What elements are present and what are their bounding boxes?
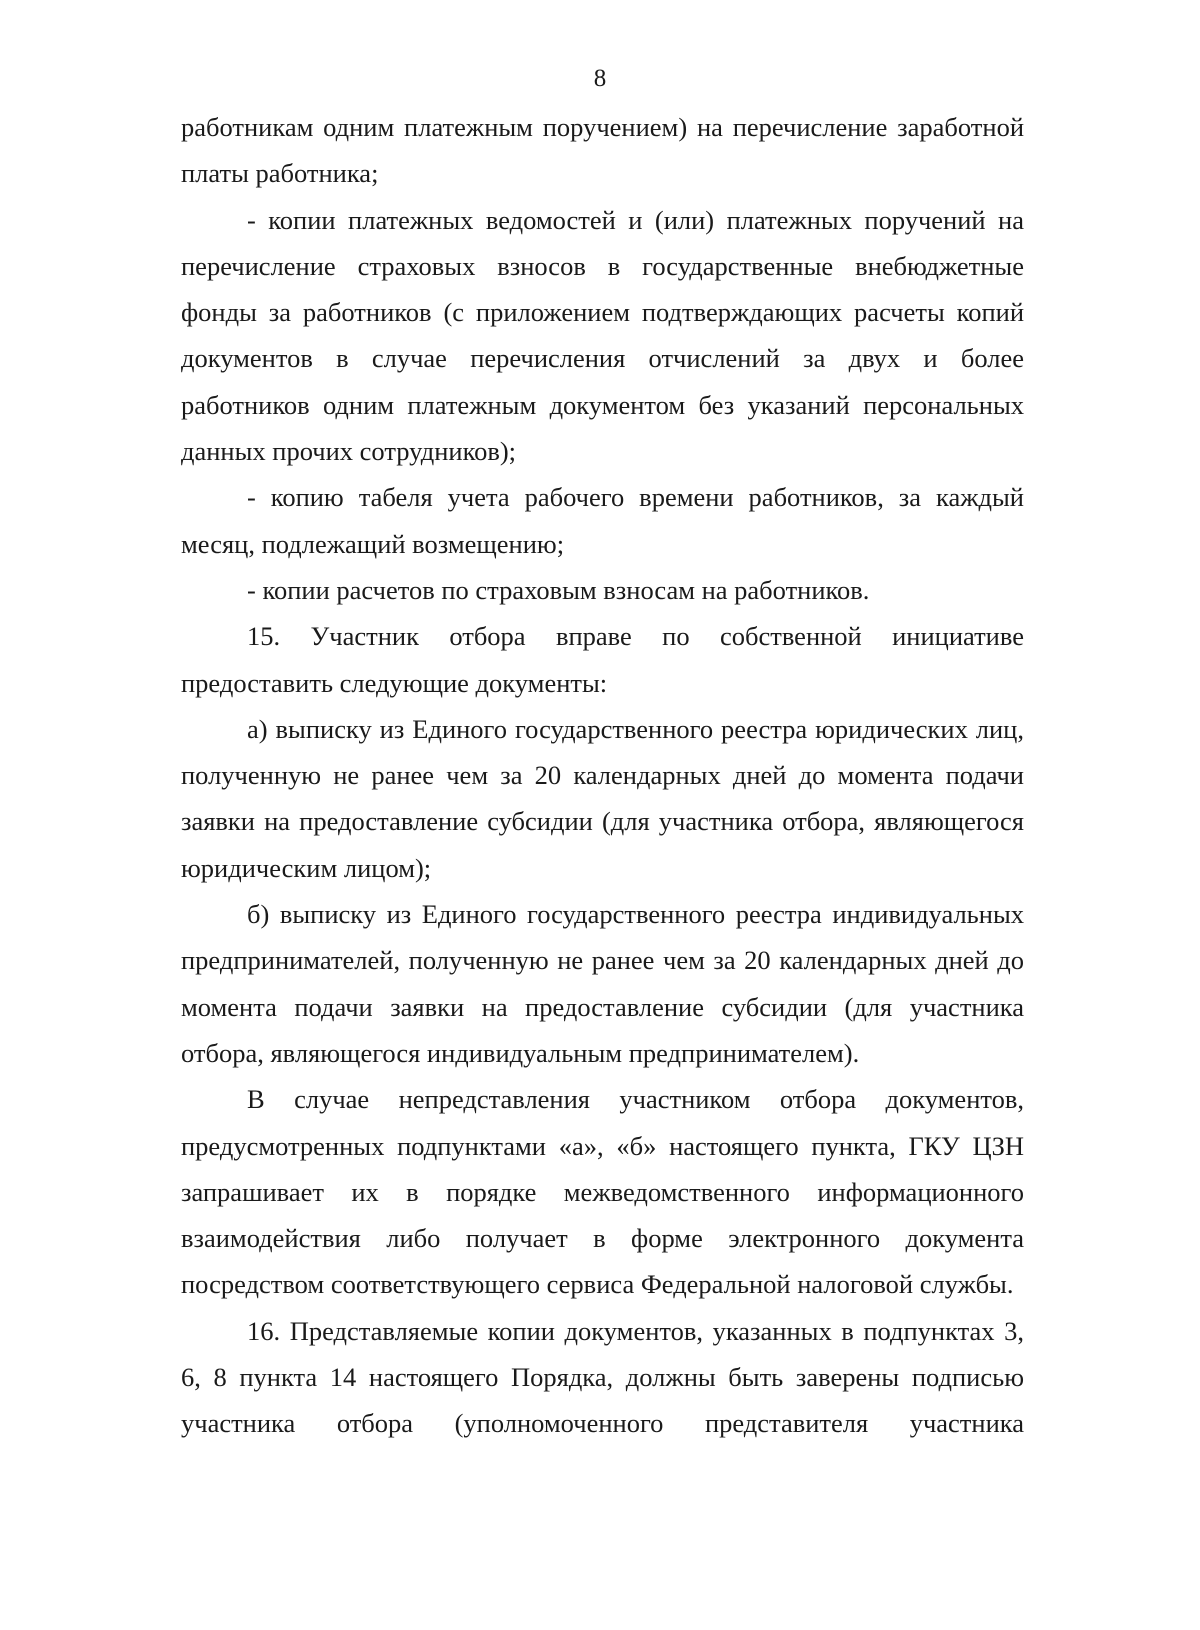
paragraph-item-16: 16. Представляемые копии документов, указанных в подпунктах 3, 6, 8 пункта 14 настоящего Порядка, должны быть заверены подписью участника отбора (уполномоченного представителя участника	[181, 1315, 1024, 1439]
paragraph-insurance-calculations: - копии расчетов по страховым взносам на работников.	[247, 574, 870, 605]
paragraph-item-15-b: б) выписку из Единого государственного реестра индивидуальных предпринимателей, полученную не ранее чем за 20 календарных дней до момента подачи заявки на предоставление субсидии (для участника отбора, являющегося индивидуальным предпринимателем).	[181, 899, 1024, 1068]
paragraph-item-15-a: а) выписку из Единого государственного реестра юридических лиц, полученную не ранее чем за 20 календарных дней до момента подачи заявки на предоставление субсидии (для участника отбора, являющегося юридическим лицом);	[181, 713, 1024, 883]
paragraph-payment-copies: - копии платежных ведомостей и (или) платежных поручений на перечисление страховых взносов в государственные внебюджетные фонды за работников (с приложением подтверждающих расчеты копий документов в случае перечисления отчислений за двух и более работников одним платежным документом без указаний персональных данных прочих сотрудников);	[181, 204, 1024, 467]
paragraph-continuation: работникам одним платежным поручением) на перечисление заработной платы работника;	[181, 112, 1024, 189]
page-number: 8	[593, 65, 607, 92]
paragraph-timesheet-copy: - копию табеля учета рабочего времени работников, за каждый месяц, подлежащий возмещению;	[181, 482, 1024, 559]
paragraph-item-15: 15. Участник отбора вправе по собственной инициативе предоставить следующие документы:	[181, 621, 1024, 698]
document-body	[181, 104, 1024, 1447]
paragraph-interagency-request: В случае непредставления участником отбора документов, предусмотренных подпунктами «а», «б» настоящего пункта, ГКУ ЦЗН запрашивает их в порядке межведомственного информационного взаимодействия либо получает в форме электронного документа посредством соответствующего сервиса Федеральной налоговой службы.	[181, 1084, 1024, 1300]
